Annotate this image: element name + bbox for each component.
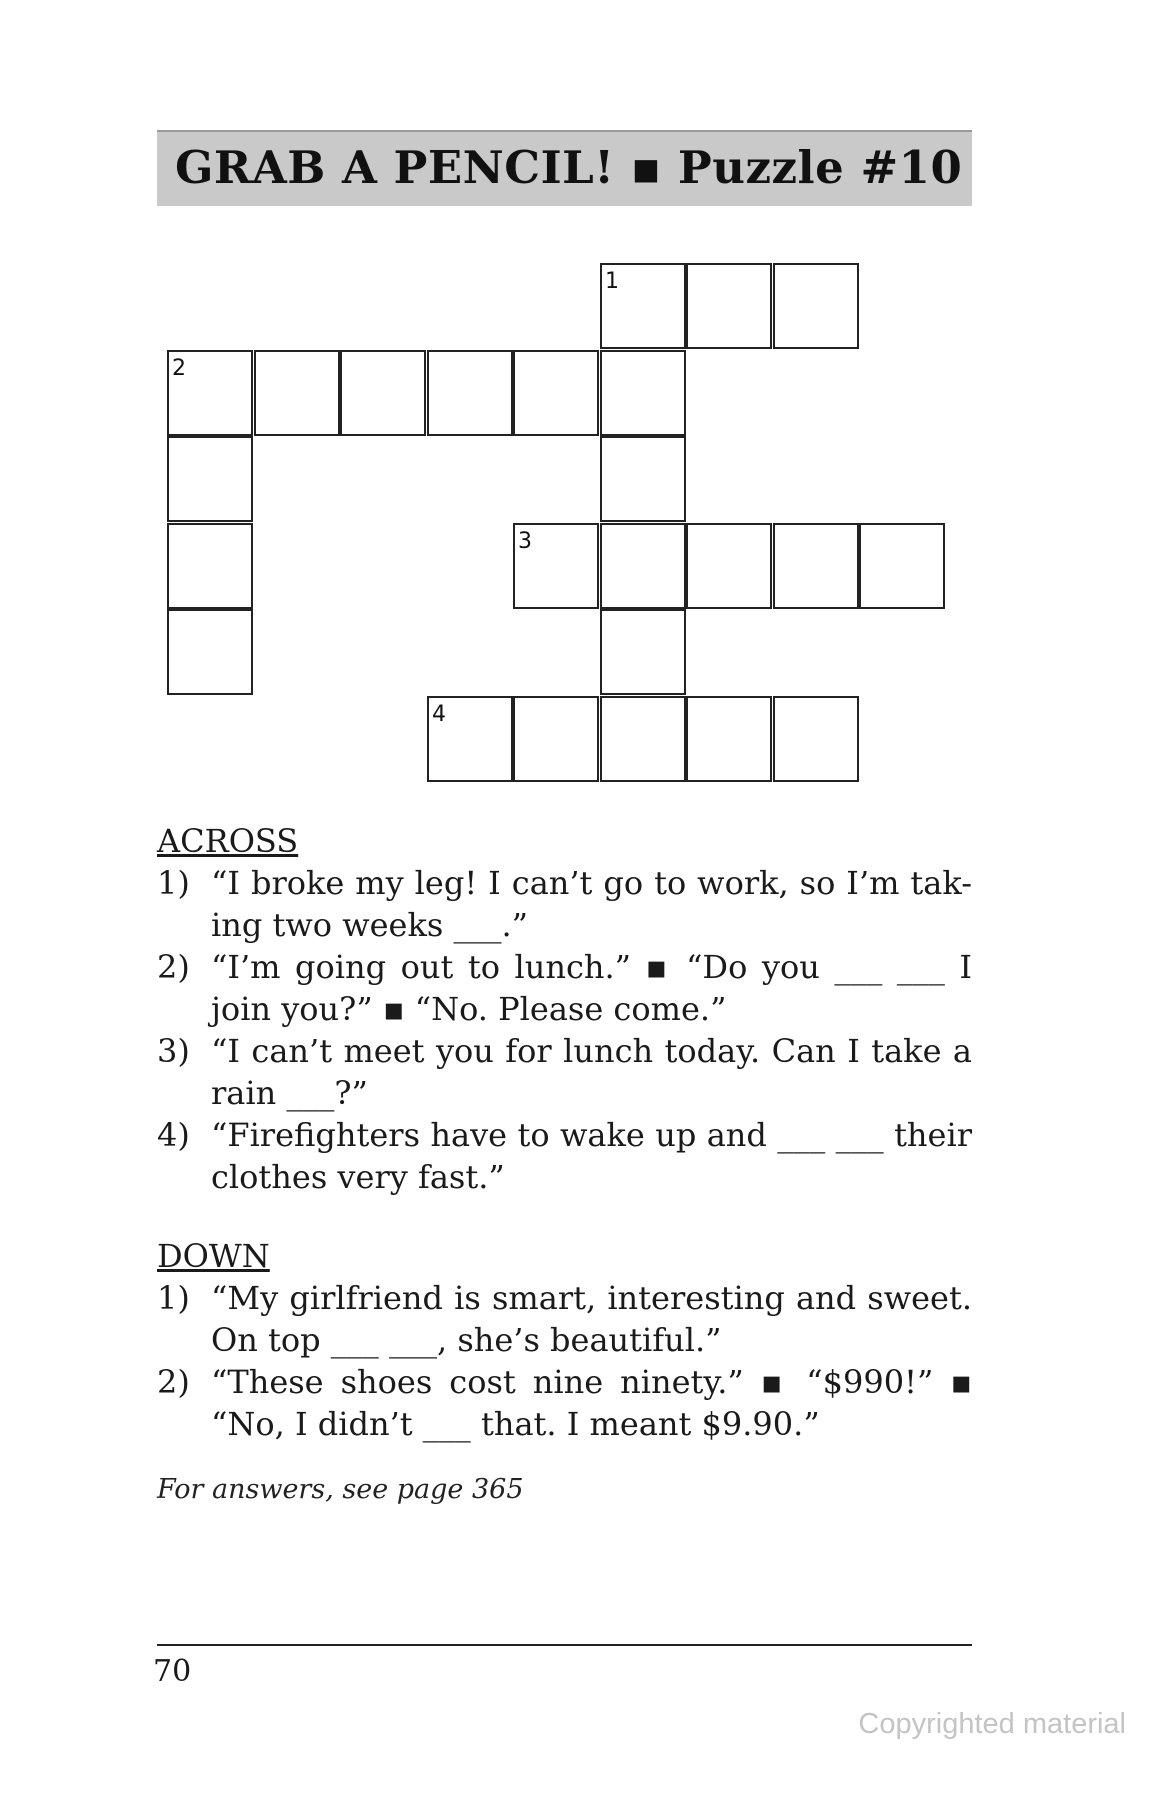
crossword-cell[interactable] (167, 609, 253, 695)
crossword-cell[interactable] (600, 696, 686, 782)
clue-number-label: 4 (432, 702, 446, 727)
clue-number: 2) (157, 948, 190, 986)
crossword-cell[interactable] (686, 523, 772, 609)
crossword-cell[interactable] (600, 436, 686, 522)
clue-number: 2) (157, 1363, 190, 1401)
crossword-cell[interactable] (427, 696, 513, 782)
crossword-cell[interactable] (340, 350, 426, 436)
crossword-cell[interactable] (513, 523, 599, 609)
across-clue (157, 946, 972, 1030)
clue-text: “My girlfriend is smart, interesting and sweet. On top ___ ___, she’s beautiful.” (211, 1279, 972, 1359)
down-clue (157, 1361, 972, 1445)
across-clue (157, 862, 972, 946)
clue-text: “Firefighters have to wake up and ___ ___ their clothes very fast.” (211, 1116, 972, 1196)
clue-number-label: 3 (518, 529, 532, 554)
crossword-cell[interactable] (686, 696, 772, 782)
crossword-cell[interactable] (773, 523, 859, 609)
across-heading: ACROSS (157, 822, 299, 860)
footer-divider (157, 1644, 972, 1646)
down-clue (157, 1277, 972, 1361)
crossword-cell[interactable] (773, 263, 859, 349)
crossword-cell[interactable] (427, 350, 513, 436)
crossword-cell[interactable] (600, 263, 686, 349)
crossword-grid (0, 0, 1164, 800)
crossword-cell[interactable] (167, 350, 253, 436)
crossword-cell[interactable] (513, 696, 599, 782)
crossword-cell[interactable] (254, 350, 340, 436)
clue-number-label: 2 (172, 356, 186, 381)
clue-text: “I can’t meet you for lunch today. Can I take a rain ___?” (211, 1032, 972, 1112)
clue-number-label: 1 (605, 269, 619, 294)
clue-number: 1) (157, 864, 190, 902)
clue-number: 1) (157, 1279, 190, 1317)
answers-footnote: For answers, see page 365 (157, 1474, 524, 1505)
clue-number: 3) (157, 1032, 190, 1070)
down-section (157, 1235, 972, 1445)
across-clue (157, 1114, 972, 1198)
across-clue-list (157, 862, 972, 1198)
across-section (157, 820, 972, 1198)
page-number: 70 (153, 1654, 192, 1689)
crossword-cell[interactable] (600, 350, 686, 436)
clue-text: “I’m going out to lunch.” ▪ “Do you ___ ___ I join you?” ▪ “No. Please come.” (211, 948, 972, 1028)
copyright-watermark: Copyrighted material (858, 1708, 1126, 1740)
clue-text: “I broke my leg! I can’t go to work, so I’m tak-ing two weeks ___.” (211, 864, 972, 944)
crossword-cell[interactable] (513, 350, 599, 436)
crossword-cell[interactable] (773, 696, 859, 782)
clue-number: 4) (157, 1116, 190, 1154)
crossword-cell[interactable] (600, 609, 686, 695)
crossword-cell[interactable] (167, 436, 253, 522)
crossword-cell[interactable] (167, 523, 253, 609)
clue-text: “These shoes cost nine ninety.” ▪ “$990!” ▪ “No, I didn’t ___ that. I meant $9.90.” (211, 1363, 972, 1443)
across-clue (157, 1030, 972, 1114)
down-heading: DOWN (157, 1237, 270, 1275)
page-title: GRAB A PENCIL! ▪ Puzzle #10 (175, 141, 963, 194)
crossword-cell[interactable] (600, 523, 686, 609)
down-clue-list (157, 1277, 972, 1445)
crossword-cell[interactable] (859, 523, 945, 609)
crossword-cell[interactable] (686, 263, 772, 349)
